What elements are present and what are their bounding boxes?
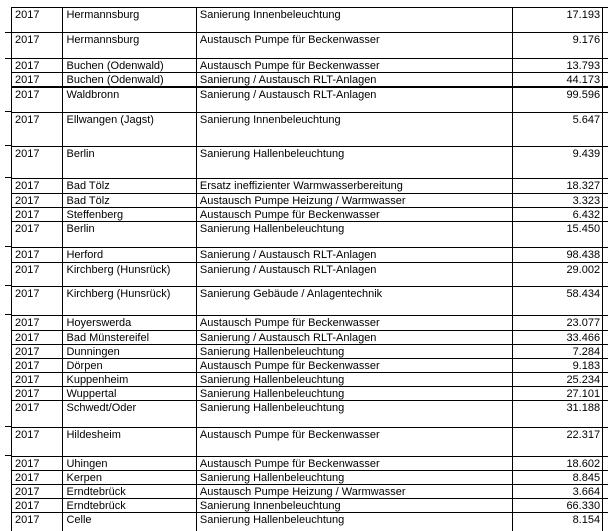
city-cell: Erndtebrück	[63, 498, 196, 512]
measure-cell: Austausch Pumpe für Beckenwasser	[196, 207, 512, 221]
table-row	[12, 146, 608, 178]
cropped-left-border-stub	[5, 314, 11, 315]
city-cell: Bad Tölz	[63, 178, 196, 193]
city-cell: Waldbronn	[63, 87, 196, 112]
measure-cell: Austausch Pumpe für Beckenwasser	[196, 315, 512, 330]
cropped-edge-cell	[603, 330, 608, 344]
amount-cell: 66.330	[513, 498, 603, 512]
cropped-left-border-stub	[5, 246, 11, 247]
city-cell: Buchen (Odenwald)	[63, 73, 196, 88]
amount-cell: 9.439	[513, 146, 603, 178]
city-cell: Buchen (Odenwald)	[63, 59, 196, 73]
table-row	[12, 73, 608, 88]
cropped-edge-cell	[603, 73, 608, 88]
year-cell: 2017	[12, 344, 63, 358]
city-cell: Kerpen	[63, 470, 196, 484]
amount-cell: 99.596	[513, 87, 603, 112]
year-cell: 2017	[12, 178, 63, 193]
cropped-left-border-stub	[5, 32, 11, 33]
year-cell: 2017	[12, 330, 63, 344]
year-cell: 2017	[12, 484, 63, 498]
cropped-edge-cell	[603, 344, 608, 358]
measure-cell: Sanierung Gebäude / Anlagentechnik	[196, 286, 512, 315]
city-cell: Celle	[63, 512, 196, 531]
measure-cell: Sanierung Hallenbeleuchtung	[196, 400, 512, 427]
year-cell: 2017	[12, 372, 63, 386]
measure-cell: Austausch Pumpe Heizung / Warmwasser	[196, 484, 512, 498]
year-cell: 2017	[12, 73, 63, 88]
amount-cell: 9.176	[513, 33, 603, 59]
amount-cell: 3.323	[513, 193, 603, 207]
measure-cell: Sanierung Innenbeleuchtung	[196, 498, 512, 512]
measure-cell: Sanierung / Austausch RLT-Anlagen	[196, 262, 512, 286]
table-row	[12, 262, 608, 286]
cropped-left-border-stub	[5, 177, 11, 178]
measure-cell: Austausch Pumpe für Beckenwasser	[196, 358, 512, 372]
city-cell: Wuppertal	[63, 386, 196, 400]
amount-cell: 31.188	[513, 400, 603, 427]
amount-cell: 15.450	[513, 221, 603, 247]
year-cell: 2017	[12, 427, 63, 456]
city-cell: Dörpen	[63, 358, 196, 372]
year-cell: 2017	[12, 358, 63, 372]
measure-cell: Sanierung / Austausch RLT-Anlagen	[196, 73, 512, 88]
measure-cell: Sanierung / Austausch RLT-Anlagen	[196, 330, 512, 344]
cropped-edge-cell	[603, 146, 608, 178]
year-cell: 2017	[12, 247, 63, 262]
year-cell: 2017	[12, 400, 63, 427]
year-cell: 2017	[12, 193, 63, 207]
cropped-left-border-stub	[5, 285, 11, 286]
city-cell: Hoyerswerda	[63, 315, 196, 330]
year-cell: 2017	[12, 470, 63, 484]
year-cell: 2017	[12, 315, 63, 330]
measure-cell: Sanierung Hallenbeleuchtung	[196, 512, 512, 531]
amount-cell: 25.234	[513, 372, 603, 386]
measure-cell: Sanierung Hallenbeleuchtung	[196, 372, 512, 386]
measure-cell: Austausch Pumpe für Beckenwasser	[196, 33, 512, 59]
measure-cell: Austausch Pumpe für Beckenwasser	[196, 59, 512, 73]
table-row	[12, 358, 608, 372]
measure-cell: Sanierung Hallenbeleuchtung	[196, 344, 512, 358]
cropped-edge-cell	[603, 484, 608, 498]
amount-cell: 5.647	[513, 112, 603, 146]
amount-cell: 58.434	[513, 286, 603, 315]
amount-cell: 23.077	[513, 315, 603, 330]
measure-cell: Sanierung Hallenbeleuchtung	[196, 470, 512, 484]
year-cell: 2017	[12, 207, 63, 221]
measure-cell: Austausch Pumpe für Beckenwasser	[196, 456, 512, 470]
city-cell: Kuppenheim	[63, 372, 196, 386]
cropped-edge-cell	[603, 262, 608, 286]
year-cell: 2017	[12, 87, 63, 112]
cropped-edge-cell	[603, 372, 608, 386]
city-cell: Hildesheim	[63, 427, 196, 456]
cropped-edge-cell	[603, 207, 608, 221]
amount-cell: 13.793	[513, 59, 603, 73]
cropped-edge-cell	[603, 8, 608, 33]
table-row	[12, 512, 608, 531]
amount-cell: 8.845	[513, 470, 603, 484]
city-cell: Erndtebrück	[63, 484, 196, 498]
measure-cell: Sanierung / Austausch RLT-Anlagen	[196, 87, 512, 112]
measure-cell: Austausch Pumpe Heizung / Warmwasser	[196, 193, 512, 207]
cropped-edge-cell	[603, 498, 608, 512]
amount-cell: 22.317	[513, 427, 603, 456]
table-row	[12, 400, 608, 427]
amount-cell: 27.101	[513, 386, 603, 400]
measure-cell: Sanierung Innenbeleuchtung	[196, 112, 512, 146]
city-cell: Dunningen	[63, 344, 196, 358]
year-cell: 2017	[12, 286, 63, 315]
table-row	[12, 178, 608, 193]
table-row	[12, 484, 608, 498]
city-cell: Schwedt/Oder	[63, 400, 196, 427]
year-cell: 2017	[12, 59, 63, 73]
city-cell: Bad Tölz	[63, 193, 196, 207]
cropped-edge-cell	[603, 456, 608, 470]
table-row	[12, 330, 608, 344]
amount-cell: 44.173	[513, 73, 603, 88]
year-cell: 2017	[12, 456, 63, 470]
cropped-edge-cell	[603, 221, 608, 247]
amount-cell: 8.154	[513, 512, 603, 531]
cropped-edge-cell	[603, 112, 608, 146]
city-cell: Ellwangen (Jagst)	[63, 112, 196, 146]
table-row	[12, 207, 608, 221]
cropped-edge-cell	[603, 87, 608, 112]
funding-measures-table	[11, 7, 608, 531]
year-cell: 2017	[12, 512, 63, 531]
table-row	[12, 59, 608, 73]
year-cell: 2017	[12, 112, 63, 146]
year-cell: 2017	[12, 8, 63, 33]
amount-cell: 17.193	[513, 8, 603, 33]
amount-cell: 18.327	[513, 178, 603, 193]
measure-cell: Sanierung Hallenbeleuchtung	[196, 221, 512, 247]
table-row	[12, 221, 608, 247]
cropped-left-border-stub	[5, 58, 11, 59]
cropped-edge-cell	[603, 427, 608, 456]
table-row	[12, 247, 608, 262]
year-cell: 2017	[12, 498, 63, 512]
amount-cell: 98.438	[513, 247, 603, 262]
cropped-edge-cell	[603, 193, 608, 207]
cropped-edge-cell	[603, 59, 608, 73]
amount-cell: 9.183	[513, 358, 603, 372]
year-cell: 2017	[12, 146, 63, 178]
measure-cell: Sanierung Hallenbeleuchtung	[196, 146, 512, 178]
table-row	[12, 87, 608, 112]
city-cell: Berlin	[63, 221, 196, 247]
cropped-left-border-stub	[5, 455, 11, 456]
table-row	[12, 112, 608, 146]
amount-cell: 18.602	[513, 456, 603, 470]
measure-cell: Austausch Pumpe für Beckenwasser	[196, 427, 512, 456]
city-cell: Herford	[63, 247, 196, 262]
cropped-edge-cell	[603, 386, 608, 400]
table-row	[12, 498, 608, 512]
year-cell: 2017	[12, 221, 63, 247]
city-cell: Bad Münstereifel	[63, 330, 196, 344]
amount-cell: 6.432	[513, 207, 603, 221]
year-cell: 2017	[12, 386, 63, 400]
measure-cell: Sanierung / Austausch RLT-Anlagen	[196, 247, 512, 262]
city-cell: Hermannsburg	[63, 8, 196, 33]
cropped-edge-cell	[603, 33, 608, 59]
amount-cell: 33.466	[513, 330, 603, 344]
table-row	[12, 386, 608, 400]
table-row	[12, 456, 608, 470]
table-row	[12, 372, 608, 386]
amount-cell: 29.002	[513, 262, 603, 286]
table-row	[12, 470, 608, 484]
table-row	[12, 427, 608, 456]
cropped-edge-cell	[603, 470, 608, 484]
cropped-left-border-stub	[5, 111, 11, 112]
cropped-edge-cell	[603, 178, 608, 193]
cropped-edge-cell	[603, 315, 608, 330]
amount-cell: 7.284	[513, 344, 603, 358]
table-row	[12, 8, 608, 33]
amount-cell: 3.664	[513, 484, 603, 498]
cropped-left-border-stub	[5, 426, 11, 427]
table-row	[12, 33, 608, 59]
table-row	[12, 193, 608, 207]
city-cell: Berlin	[63, 146, 196, 178]
city-cell: Steffenberg	[63, 207, 196, 221]
city-cell: Kirchberg (Hunsrück)	[63, 262, 196, 286]
cropped-edge-cell	[603, 358, 608, 372]
city-cell: Hermannsburg	[63, 33, 196, 59]
city-cell: Kirchberg (Hunsrück)	[63, 286, 196, 315]
table-row	[12, 344, 608, 358]
measure-cell: Sanierung Hallenbeleuchtung	[196, 386, 512, 400]
cropped-edge-cell	[603, 247, 608, 262]
table-row	[12, 286, 608, 315]
cropped-edge-cell	[603, 400, 608, 427]
city-cell: Uhingen	[63, 456, 196, 470]
measure-cell: Sanierung Innenbeleuchtung	[196, 8, 512, 33]
measure-cell: Ersatz ineffizienter Warmwasserbereitung	[196, 178, 512, 193]
year-cell: 2017	[12, 262, 63, 286]
cropped-edge-cell	[603, 286, 608, 315]
cropped-edge-cell	[603, 512, 608, 531]
cropped-left-border-stub	[5, 145, 11, 146]
table-row	[12, 315, 608, 330]
year-cell: 2017	[12, 33, 63, 59]
